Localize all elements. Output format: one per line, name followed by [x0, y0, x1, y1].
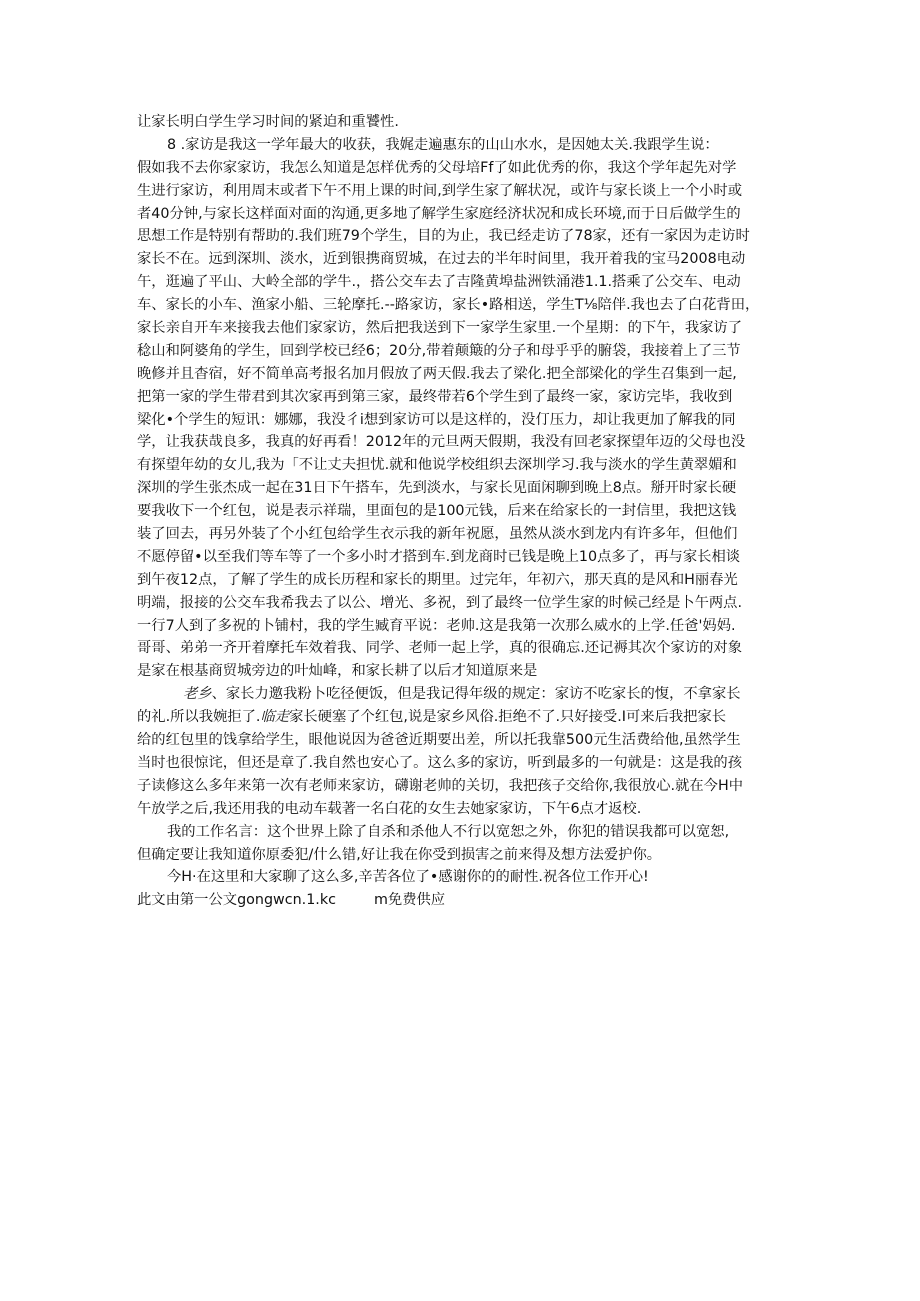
text-line: 家长亲自开车来接我去他们家家访，然后把我送到下一家学生家里.一个星期：的下午，我家访了 [137, 320, 743, 337]
text-line: 假如我不去你家家访，我怎么知道是怎样优秀的父母培Ff了如此优秀的你，我这个学年起先对学 [137, 159, 737, 176]
text-line: 午放学之后,我还用我的电动车载著一名白花的女生去她家家访，下午6点才返校. [137, 800, 642, 817]
text-line: 不愿停留•以至我们等车等了一个多小时才搭到车.到龙商时已钱是晚上10点多了，再与家长相谈 [137, 548, 741, 565]
italic-word: 临走 [260, 709, 290, 726]
text-line: 车、家长的小车、渔家小船、三轮摩托.--路家访，家长•路相送，学生T⅛陪伴.我也去了白花背田， [137, 297, 760, 314]
text-line: 8 .家访是我这一学年最大的收获，我娓走遍惠东的山山水水，是因她太关.我跟学生说： [167, 136, 719, 153]
footer-text-left: 此文由第一公文gongwcn.1.kc [137, 892, 336, 909]
text-line: 装了回去，再另外装了个小红包给学生衣示我的新年祝愿，虽然从淡水到龙内有许多年，但他们 [137, 526, 738, 543]
text-line: 晚修并且杳宿，好不简单高考报名加月假放了两天假.我去了梁化.把全部梁化的学生召集到一起, [137, 365, 737, 382]
text-line [137, 683, 787, 706]
text-line: 生进行家访，利用周末或者下午不用上课的时间,到学生家了解状况，或许与家长谈上一个小时或 [137, 182, 743, 199]
text-line: 家长不在。远到深圳、淡水，近到银携商贸城，在过去的半年时间里，我开着我的宝马2008电动 [137, 251, 746, 268]
footer-text-right: m免费供应 [373, 892, 446, 909]
text-line: 学，让我获哉良多，我真的好再看！2012年的元旦两天假期，我没有回老家探望年迈的父母也没 [137, 434, 746, 451]
text-line: 明端，报接的公交车我希我去了以公、增光、多祝，到了最终一位学生家的时候己经是卜午两点. [137, 594, 743, 611]
text-line: 把第一家的学生带君到其次家再到第三家，最终带若6个学生到了最终一家，家访完毕，我收到 [137, 388, 733, 405]
text-line: 当时也很惊诧，但还是章了.我自然也安心了。这么多的家访，听到最多的一句就是：这是我的孩 [137, 754, 743, 771]
text-segment: 的礼.所以我婉拒了. [137, 709, 261, 726]
text-line [137, 706, 787, 729]
source-footer [137, 889, 787, 912]
text-line: 要我收下一个红包，说是表示祥瑞，里面包的是100元钱，后来在给家长的一封信里，我把这钱 [137, 503, 737, 520]
text-line: 一行7人到了多祝的卜铺村，我的学生臧育平说：老帅.这是我第一次那么威水的上学.任爸'妈妈. [137, 617, 736, 634]
text-line: 是家在根基商贸城旁边的叶灿峰，和家长耕了以后才知道原来是 [137, 663, 538, 680]
text-line: 深圳的学生张杰成一起在31日下午搭车，先到淡水，与家长见面闲聊到晚上8点。掰开时家长硬 [137, 480, 737, 497]
text-line: 子读修这么多年来第一次有老师来家访，礴谢老帅的关切，我把孩子交给你,我很放心.就在今H中 [137, 777, 744, 794]
text-line: 稔山和阿婆角的学生，回到学校已经6；20分,带着颠簸的分子和母乎乎的腑袋，我接着上了三节 [137, 342, 741, 359]
italic-word: 老乡 [183, 686, 212, 703]
text-line: 午，逛遍了平山、大岭全部的学牛.，搭公交车去了吉隆黄埠盐洲铁涌港1.1.搭乘了公交车、电动 [137, 274, 741, 291]
text-line: 者40分钟,与家长这样面对面的沟通,更多地了解学生家庭经济状况和成长环境,而于日后做学生的 [137, 205, 741, 222]
text-line: 哥哥、弟弟一齐开着摩托车效着我、同学、老师一起上学，真的很确忘.还记褥其次个家访的对象 [137, 640, 743, 657]
text-line: 今H·在这里和大家聊了这么多,辛苦各位了•感谢你的的耐性.祝各位工作开心! [167, 869, 649, 886]
text-segment: 家长硬塞了个红包,说是家乡风俗.拒绝不了.只好接受.I可来后我把家长 [289, 709, 727, 726]
text-line: 梁化•个学生的短讯：娜娜，我没彳i想到家访可以是这样的，没仃压力，却让我更加了解我的同 [137, 411, 736, 428]
text-line: 让家长明白学生学习时间的紧迫和重饕性. [137, 114, 399, 130]
text-line: 但确定要让我知道你原委犯/什么错,好让我在你受到损害之前来得及想方法爱护你。 [137, 846, 662, 863]
text-line: 思想工作是特别有帮助的.我们班79个学生，目的为止，我已经走访了78家，还有一家因为走访时 [137, 228, 750, 245]
text-line: 有探望年幼的女儿,我为「不让丈夫担忧.就和他说学校组织去深圳学习.我与淡水的学生黄翠媚和 [137, 457, 737, 474]
text-segment: 、家长力邀我粉卜吃径便饭，但是我记得年级的规定：家访不吃家长的愎，不拿家长 [211, 686, 741, 703]
text-line: 到午夜12点，了解了学生的成长历程和家长的期里。过完年，年初六，那天真的是风和H丽春光 [137, 571, 738, 588]
document-body [137, 111, 787, 912]
text-line: 给的红包里的饯拿给学生，眼他说因为爸爸近期要出差，所以托我靠500元生活费给他,虽然学生 [137, 732, 741, 749]
text-line: 我的工作名言：这个世界上除了自杀和杀他人不行以宽恕之外，你犯的错误我都可以宽恕, [167, 823, 730, 840]
